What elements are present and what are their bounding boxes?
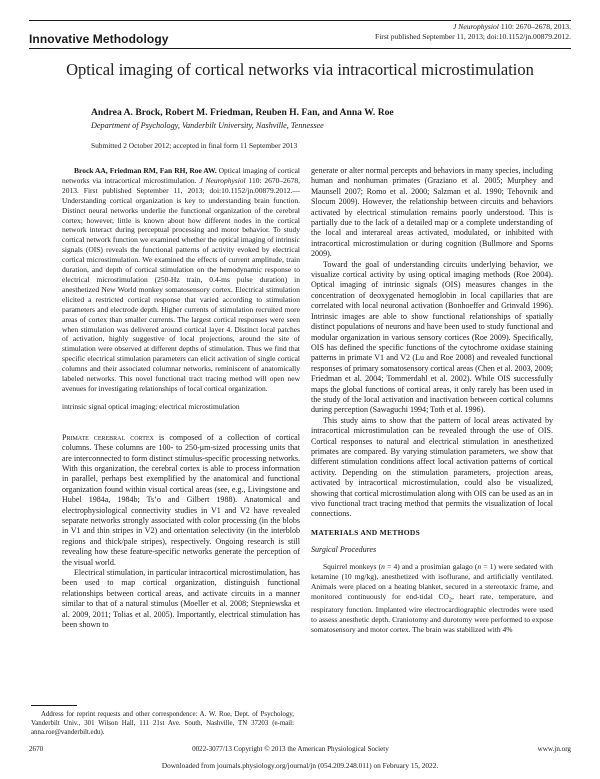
header-bottom-rule (29, 48, 571, 49)
body-paragraph: This study aims to show that the pattern of local areas activated by intracortical microstimulation can be revealed through the use of OIS. Cortical responses to natural and electrical stimulation in anesthetized primates are compared. By varying stimulation parameters, we show that different stimulation conditions affect local activation patterns of cortical activity. Depending on the stimulation parameters, projection areas, activated by intracortical microstimulation, could also be visualized, showing that cortical microstimulation along with OIS can be used as an in vivo functional tract tracing method that permits the visualization of local connections. (311, 415, 553, 519)
body-paragraph: Electrical stimulation, in particular intracortical microstimulation, has been used to map cortical organization, distinguish functional relationships between cortical areas, and activate circuits in a manner similar to that of a natural stimulus (Moeller et al. 2008; Stepniewska et al. 2009, 2011; Tolias et al. 2005). Importantly, electrical stimulation has been shown to (62, 568, 300, 630)
header-top-rule (29, 20, 571, 21)
abstract (62, 166, 300, 412)
methods-paragraph: Squirrel monkeys (n = 4) and a prosimian galago (n = 1) were sedated with ketamine (10 mg/kg), anesthetized with isoflurane, and artificially ventilated. Animals were placed on a heating blanket, secured in a stereotaxic frame, and monitored continuously for end-tidal $CO_2$, heart rate, temperature, and respiratory function. Implanted wire electrocardiographic electrodes were used to assess anesthetic depth. Craniotomy and durotomy were performed to expose somatosensory and motor cortex. The brain was stabilized with 4% (311, 561, 553, 635)
body-paragraph: Toward the goal of understanding circuits underlying behavior, we visualize cortical activity by using optical imaging methods (Roe 2004). Optical imaging of intrinsic signals (OIS) measures changes in the concentration of deoxygenated hemoglobin in local capillaries that are correlated with local neuronal activation (Bonhoeffer and Grinvald 1996). Intrinsic images are able to show functional relationships of spatially distinct populations of neurons and have been used to study functional and modular organization in various sensory cortices (Roe 2009). Specifically, OIS has defined the specific functions of the cytochrome oxidase staining patterns in primate V1 and V2 (Lu and Roe 2008) and revealed functional responses of primary somatosensory cortical areas (Chen et al. 2003, 2009; Friedman et al. 2004; Tommerdahl et al. 2002). While OIS successfully maps the global functions of cortical areas, it only rarely has been used in the study of the local activation and inactivation between cortical columns during perception (Sawaguchi 1994; Toth et al. 1996). (311, 259, 553, 415)
download-notice: Downloaded from journals.physiology.org/journal/jn (054.209.248.011) on February 15, 2022. (161, 761, 439, 770)
surgical-heading: Surgical Procedures (311, 545, 377, 555)
footnote-rule (31, 705, 77, 706)
affiliation: Department of Psychology, Vanderbilt University, Nashville, Tennessee (91, 121, 324, 130)
journal-name: J Neurophysiol (453, 22, 499, 31)
right-column (311, 166, 553, 635)
page-number: 2670 (29, 745, 44, 753)
article-title: Optical imaging of cortical networks via intracortical microstimulation (66, 60, 534, 79)
left-column (62, 166, 300, 630)
abstract-journal: J Neurophysiol (199, 175, 246, 185)
copyright: 0022-3077/13 Copyright © 2013 the American Physiological Society (192, 745, 389, 753)
author-list: Andrea A. Brock, Robert M. Friedman, Reuben H. Fan, and Anna W. Roe (91, 107, 394, 118)
body-paragraph: Primate cerebral cortex is composed of a collection of cortical columns. These columns are 100- to 250-μm-sized processing units that are interconnected to form distinct stimulus-specific processing networks. With this organization, the cerebral cortex is able to process information in parallel, perhaps best exemplified by the anatomical and functional organization found within visual cortical areas (see, e.g., Livingstone and Hubel 1984a, 1984b; Ts’o and Gilbert 1988). Anatomical and electrophysiological connectivity studies in V1 and V2 have revealed separate networks strongly associated with color processing (in the blobs in V1 and thin stripes in V2) and orientation selectivity (in the interblob regions and thick/pale stripes), respectively. Ongoing research is still revealing how these feature-specific networks generate the perception of the visual world. (62, 432, 300, 567)
methods-heading: MATERIALS AND METHODS (311, 527, 421, 537)
journal-info (375, 22, 571, 42)
body-paragraph: generate or alter normal percepts and behaviors in many species, including human and nonhuman primates (Graziano et al. 2005; Murphey and Maunsell 2007; Romo et al. 2000; Salzman et al. 1990; Tehovnik and Slocum 2009). However, the relationship between circuits and behaviors activated by electrical stimulation remains poorly understood. This is partially due to the lack of a detailed map or a complete understanding of the local and interareal areas activated, modulated, or inhibited with intracortical microstimulation or during cognition (Bullmore and Sporns 2009). (311, 166, 553, 259)
journal-citation: 110: 2670–2678, 2013. (498, 22, 571, 31)
keywords: intrinsic signal optical imaging; electrical microstimulation (62, 401, 240, 411)
first-published: First published September 11, 2013; doi:10.1152/jn.00879.2012. (374, 32, 571, 41)
abstract-lead: Brock AA, Friedman RM, Fan RH, Roe AW. (74, 166, 217, 175)
abstract-text: Brock AA, Friedman RM, Fan RH, Roe AW. Optical imaging of cortical networks via intracortical microstimulation. J Neurophysiol 110: 2670–2678, 2013. First published September 11, 2013; doi:10.1152/jn.00879.2012.—Understanding cortical organization is key to understanding brain function. Distinct neural networks underlie the functional organization of the cerebral cortex; however, little is known about how different nodes in the cortical network interact during perceptual processing and motor behavior. To study cortical network function we examined whether the optical imaging of intrinsic signals (OIS) reveals the functional patterns of activity evoked by electrical cortical microstimulation. We examined the effects of current amplitude, train duration, and depth of cortical stimulation on the hemodynamic response to electrical microstimulation (250-Hz train, 0.4-ms pulse duration) in anesthetized New World monkey somatosensory cortex. Electrical stimulation elicited a restricted cortical response that varied according to stimulation parameters and electrode depth. Higher currents of stimulation recruited more areas of cortex than smaller currents. The largest cortical responses were seen when stimulation was delivered around cortical layer 4. Distinct local patches of activation, highly suggestive of local projections, around the site of stimulation were observed at different depths of stimulation. Thus we find that specific electrical stimulation parameters can elicit activation of single cortical columns and their associated columnar networks, reminiscent of anatomically labeled networks. This novel functional tract tracing method will open new avenues for investigating relationships of local cortical organization. (62, 166, 301, 393)
section-label: Innovative Methodology (29, 32, 169, 46)
correspondence-footnote: Address for reprint requests and other correspondence: A. W. Roe, Dept. of Psychology, Vanderbilt Univ., 301 Wilson Hall, 111 21st Ave. South, Nashville, TN 37203 (e-mail: anna.roe@vanderbilt.edu). (31, 711, 294, 736)
page-footer (29, 745, 571, 753)
website-link[interactable]: www.jn.org (537, 745, 571, 753)
intro-lead: Primate cerebral cortex (62, 432, 154, 442)
submission-dates: Submitted 2 October 2012; accepted in final form 11 September 2013 (91, 141, 298, 150)
